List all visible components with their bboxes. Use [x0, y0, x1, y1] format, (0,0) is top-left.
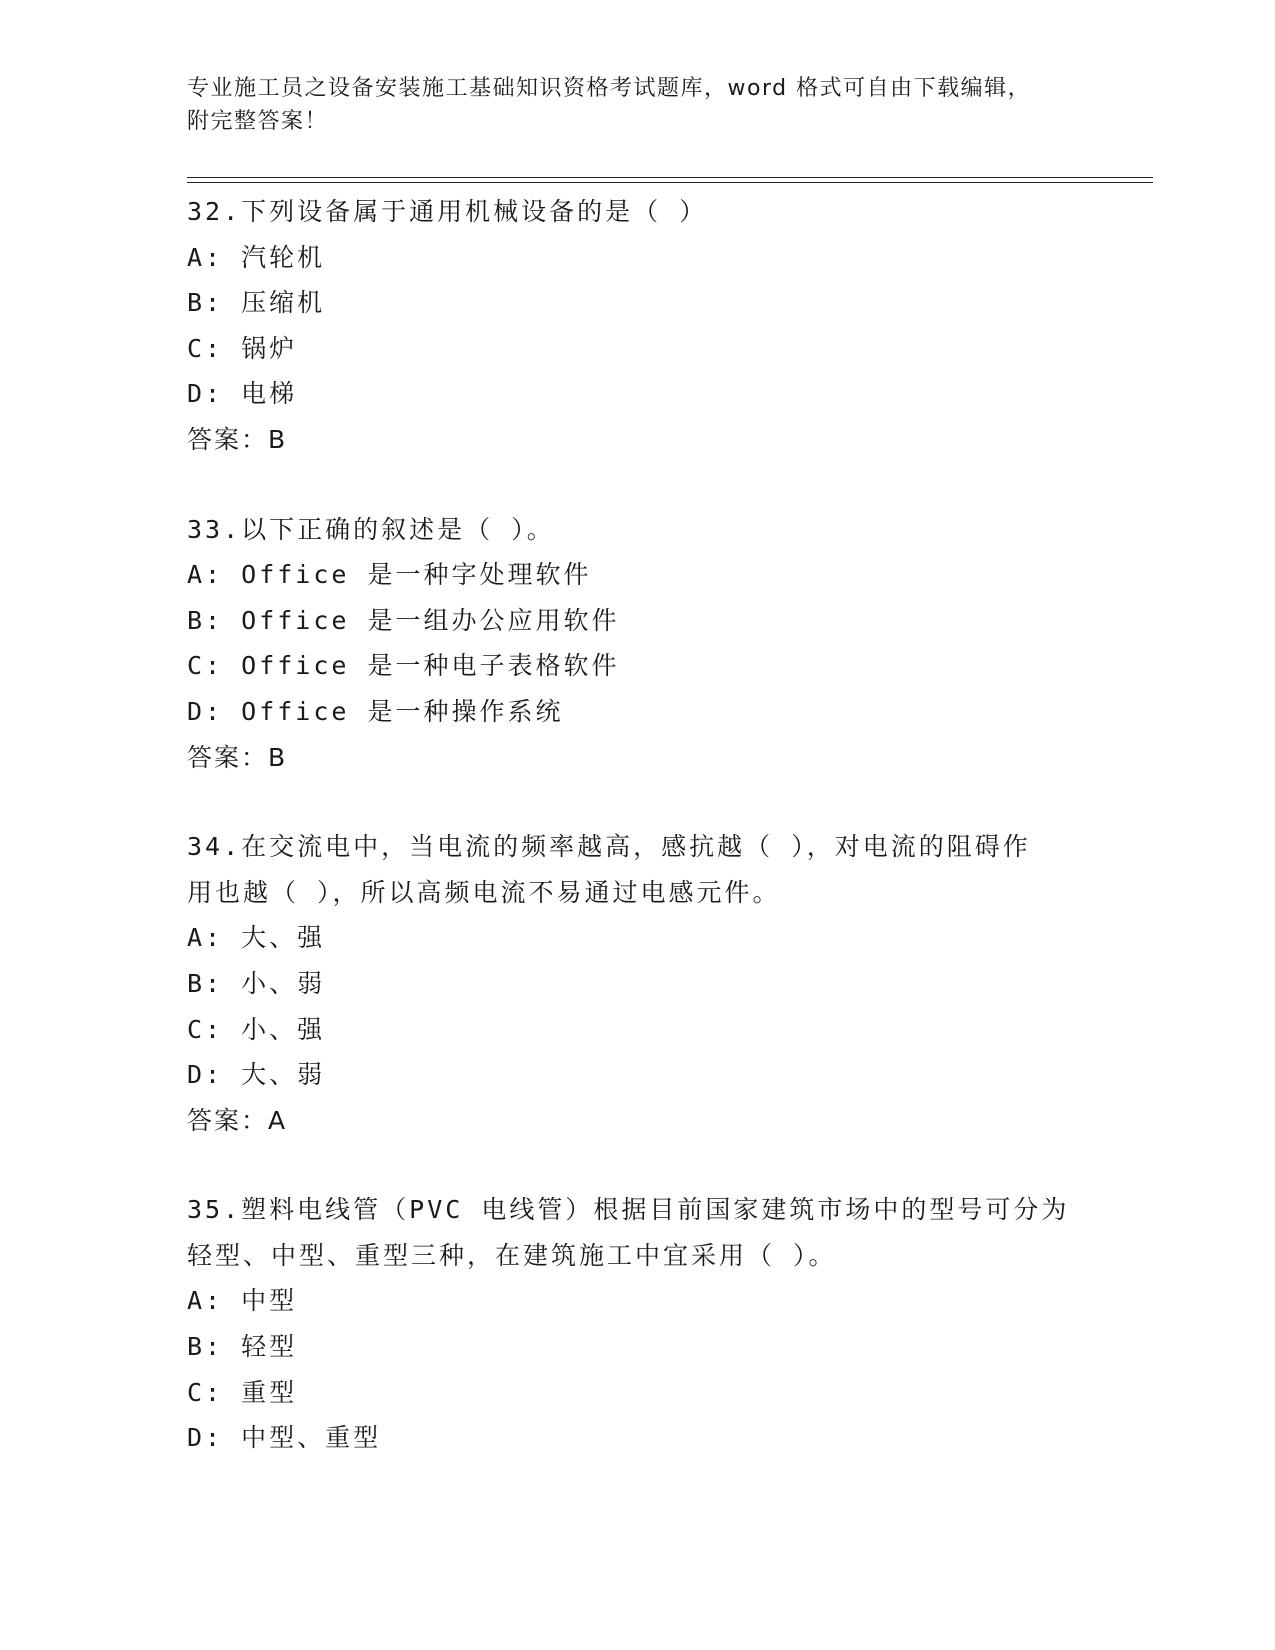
header-line-2: 附完整答案！ [187, 109, 329, 134]
option-a: A: 中型 [187, 1286, 298, 1316]
answer: 答案：A [187, 1105, 288, 1135]
option-d: D: 大、弱 [187, 1060, 326, 1090]
option-c: C: 锅炉 [187, 333, 298, 363]
document-header [187, 72, 1087, 138]
header-line-1: 专业施工员之设备安装施工基础知识资格考试题库，word 格式可自由下载编辑， [187, 76, 1032, 101]
question-stem-line-1: 35.塑料电线管（PVC 电线管）根据目前国家建筑市场中的型号可分为 [187, 1195, 1070, 1225]
option-b: B: 轻型 [187, 1332, 298, 1362]
option-a: A: 汽轮机 [187, 242, 326, 272]
option-c: C: 重型 [187, 1377, 298, 1407]
question-35 [187, 1187, 1087, 1461]
question-stem: 32.下列设备属于通用机械设备的是（ ） [187, 197, 708, 226]
question-list [187, 189, 1087, 1505]
header-rule-top [187, 177, 1153, 178]
option-d: D: Office 是一种操作系统 [187, 696, 564, 726]
option-b: B: 压缩机 [187, 288, 326, 318]
answer: 答案：B [187, 742, 288, 772]
question-32 [187, 189, 1087, 463]
option-d: D: 电梯 [187, 379, 298, 409]
option-b: B: 小、弱 [187, 968, 326, 998]
question-stem-line-2: 轻型、中型、重型三种，在建筑施工中宜采用（ ）。 [187, 1240, 837, 1270]
question-stem: 33.以下正确的叙述是（ ）。 [187, 514, 555, 544]
option-b: B: Office 是一组办公应用软件 [187, 605, 620, 635]
question-stem-line-1: 34.在交流电中，当电流的频率越高，感抗越（ ），对电流的阻碍作 [187, 832, 1031, 862]
option-d: D: 中型、重型 [187, 1423, 382, 1453]
option-c: C: 小、强 [187, 1014, 326, 1044]
option-a: A: 大、强 [187, 923, 326, 953]
question-34 [187, 824, 1087, 1143]
question-stem-line-2: 用也越（ ），所以高频电流不易通过电感元件。 [187, 877, 781, 907]
header-rule-bottom [187, 182, 1153, 183]
option-a: A: Office 是一种字处理软件 [187, 560, 592, 590]
option-c: C: Office 是一种电子表格软件 [187, 651, 620, 681]
answer: 答案：B [187, 424, 288, 454]
question-33 [187, 507, 1087, 781]
